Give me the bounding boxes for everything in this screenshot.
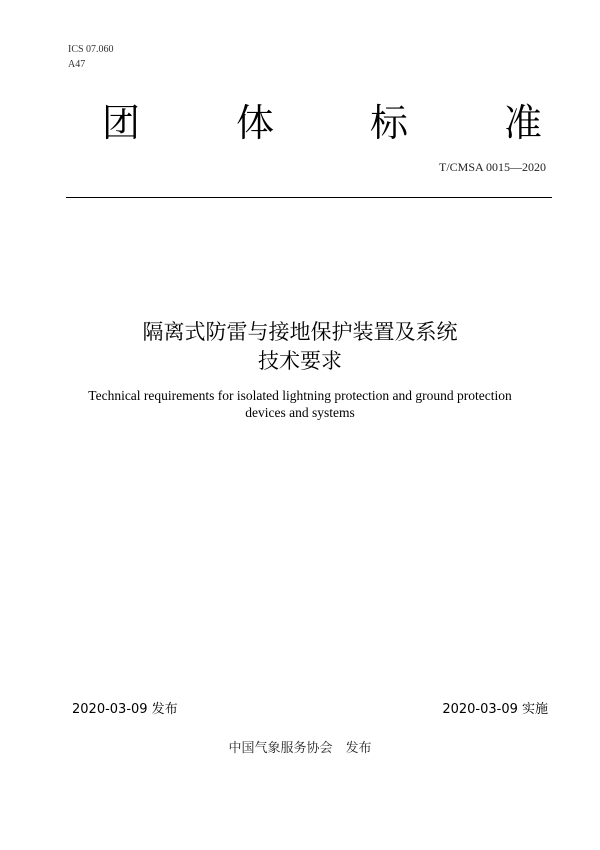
publisher: 中国气象服务协会 发布	[228, 740, 372, 755]
english-title-line1: Technical requirements for isolated lightning protection and ground protection	[88, 388, 512, 403]
category-char: 团	[102, 101, 141, 145]
header-divider	[66, 197, 552, 198]
english-title-line2: devices and systems	[245, 405, 355, 420]
standard-category	[102, 92, 542, 147]
ics-code: ICS 07.060	[68, 44, 114, 55]
category-char: 标	[369, 101, 408, 145]
ccs-code: A47	[68, 59, 86, 70]
publish-date: 2020-03-09 发布	[72, 702, 178, 717]
category-char: 准	[503, 101, 542, 145]
chinese-title	[0, 318, 600, 376]
chinese-title-line2: 技术要求	[258, 349, 342, 373]
english-title	[0, 387, 600, 421]
standard-code: T/CMSA 0015—2020	[438, 160, 546, 174]
category-char: 体	[235, 101, 274, 145]
implement-date: 2020-03-09 实施	[442, 702, 548, 717]
classification-codes	[68, 42, 114, 72]
chinese-title-line1: 隔离式防雷与接地保护装置及系统	[142, 320, 458, 344]
